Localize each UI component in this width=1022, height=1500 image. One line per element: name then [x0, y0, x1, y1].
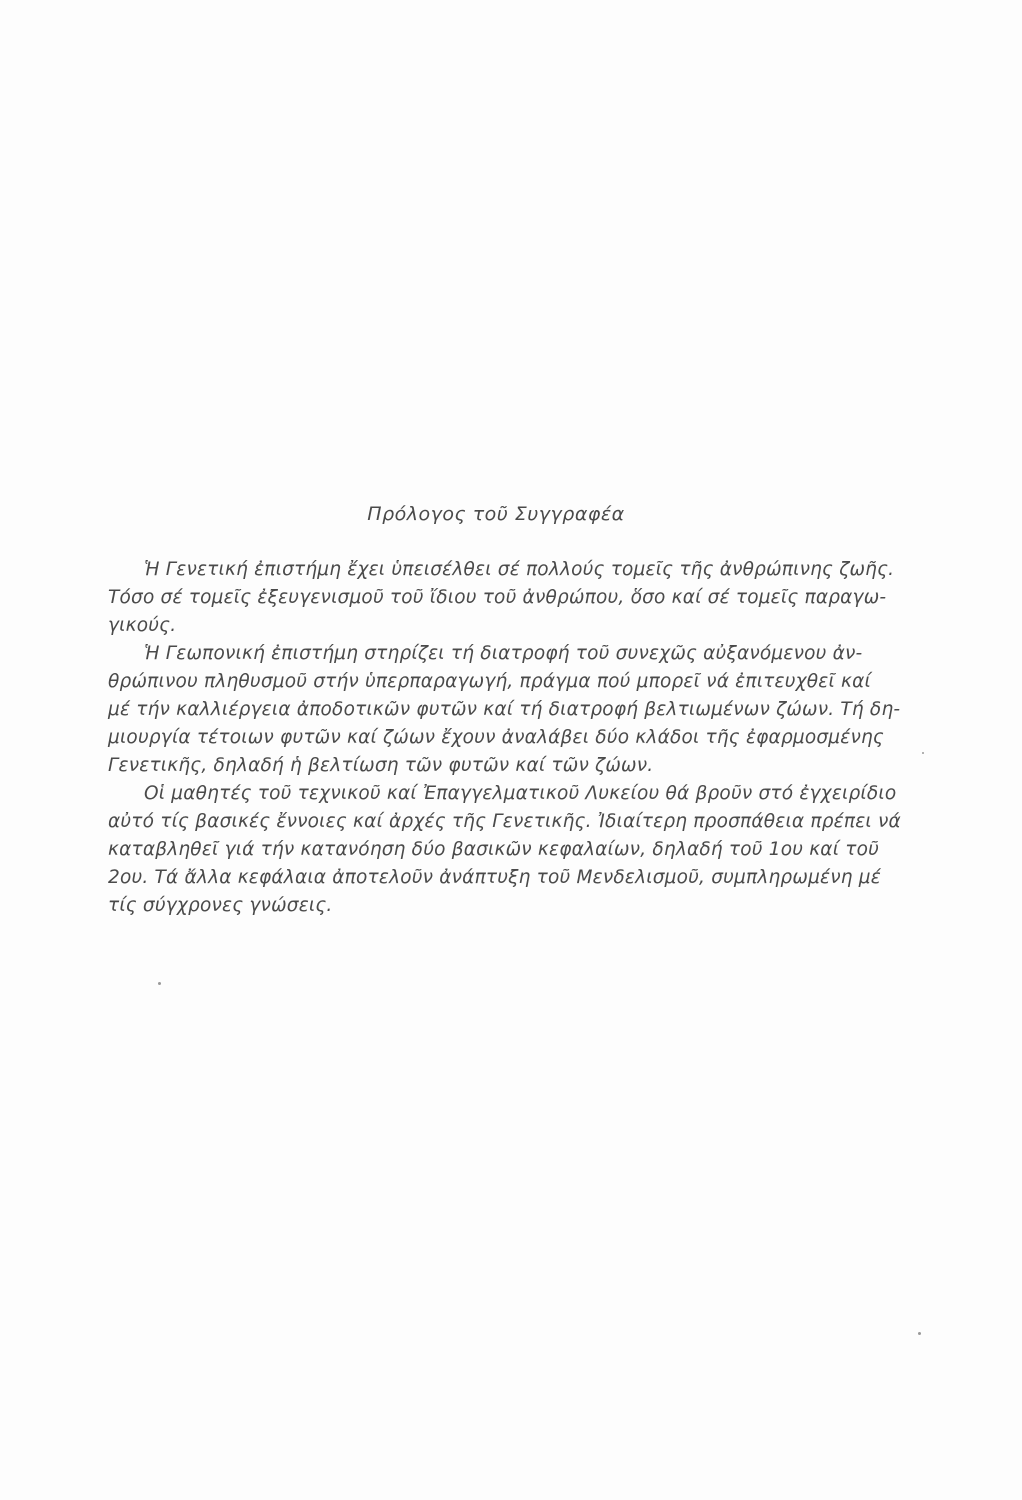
paragraph-line: θρώπινου πληθυσμοῦ στήν ὑπερπαραγωγή, πράγμα πού μπορεῖ νά ἐπιτευχθεῖ καί	[108, 671, 871, 692]
paragraph-2	[72, 640, 920, 780]
paragraph-line: Ἡ Γενετική ἐπιστήμη ἔχει ὑπεισέλθει σέ πολλούς τομεῖς τῆς ἀνθρώπινης ζωῆς.	[144, 559, 895, 580]
preface-section	[72, 500, 920, 920]
scan-speck	[922, 752, 924, 754]
scan-speck	[158, 982, 161, 985]
paragraph-line: Οἱ μαθητές τοῦ τεχνικοῦ καί Ἐπαγγελματικοῦ Λυκείου θά βροῦν στό ἐγχειρίδιο	[144, 783, 897, 804]
paragraph-line: αὐτό τίς βασικές ἔννοιες καί ἀρχές τῆς Γενετικῆς. Ἰδιαίτερη προσπάθεια πρέπει νά	[108, 811, 901, 832]
paragraph-line: Ἡ Γεωπονική ἐπιστήμη στηρίζει τή διατροφή τοῦ συνεχῶς αὐξανόμενου ἀν-	[144, 643, 863, 664]
paragraph-line: μιουργία τέτοιων φυτῶν καί ζώων ἔχουν ἀναλάβει δύο κλάδοι τῆς ἐφαρμοσμένης	[108, 727, 884, 748]
paragraph-line: Τόσο σέ τομεῖς ἐξευγενισμοῦ τοῦ ἴδιου τοῦ ἀνθρώπου, ὅσο καί σέ τομεῖς παραγω-	[108, 587, 887, 608]
paragraph-line: μέ τήν καλλιέργεια ἀποδοτικῶν φυτῶν καί τή διατροφή βελτιωμένων ζώων. Τή δη-	[108, 699, 901, 720]
paragraph-line: καταβληθεῖ γιά τήν κατανόηση δύο βασικῶν κεφαλαίων, δηλαδή τοῦ 1ου καί τοῦ	[108, 839, 880, 860]
paragraph-line: Γενετικῆς, δηλαδή ἡ βελτίωση τῶν φυτῶν καί τῶν ζώων.	[108, 755, 654, 776]
preface-title: Πρόλογος τοῦ Συγγραφέα	[367, 503, 625, 525]
paragraph-3	[72, 780, 920, 920]
paragraph-line: 2ου. Τά ἄλλα κεφάλαια ἀποτελοῦν ἀνάπτυξη τοῦ Μενδελισμοῦ, συμπληρωμένη μέ	[108, 867, 881, 888]
scan-speck	[918, 1332, 921, 1335]
paragraph-line: τίς σύγχρονες γνώσεις.	[108, 895, 333, 916]
paragraph-line: γικούς.	[108, 615, 177, 636]
paragraph-1	[72, 556, 920, 640]
